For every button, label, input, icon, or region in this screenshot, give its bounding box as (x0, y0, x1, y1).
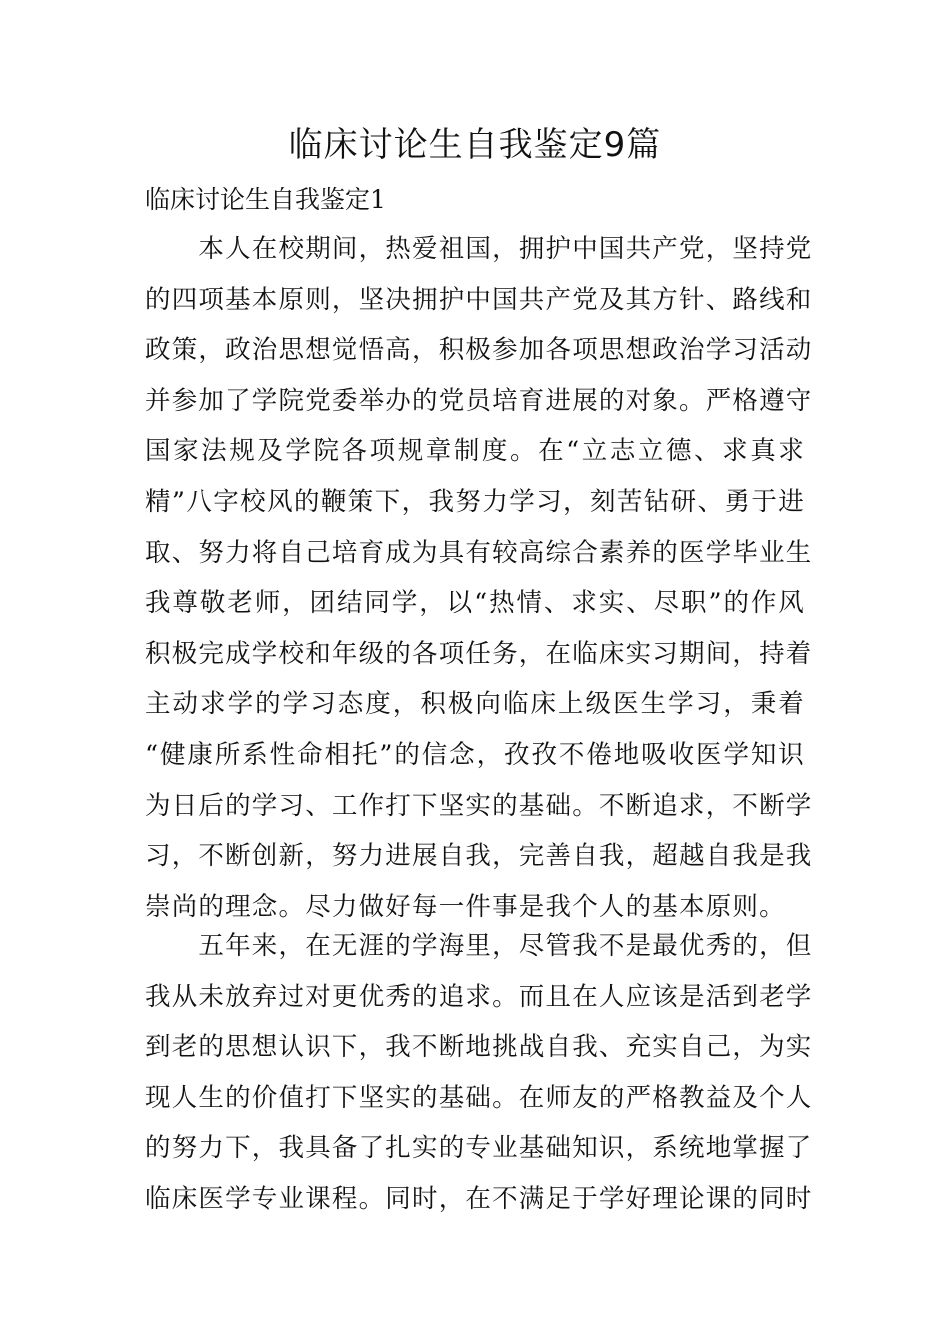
text-line: 精”八字校风的鞭策下，我努力学习，刻苦钻研、勇于进 (145, 486, 805, 517)
text-line: 我从未放弃过对更优秀的追求。而且在人应该是活到老学 (145, 981, 813, 1012)
paragraph-2 (145, 921, 813, 1225)
document-title: 临床讨论生自我鉴定9篇 (288, 125, 662, 165)
text-line: 并参加了学院党委举办的党员培育进展的对象。严格遵守 (145, 385, 813, 416)
paragraph-1 (145, 224, 813, 932)
text-line: 我尊敬老师，团结同学，以“热情、求实、尽职”的作风 (145, 588, 805, 619)
text-line: 政策，政治思想觉悟高，积极参加各项思想政治学习活动 (145, 335, 813, 366)
text-line: 五年来，在无涯的学海里，尽管我不是最优秀的，但 (145, 931, 813, 961)
text-line: 临床医学专业课程。同时，在不满足于学好理论课的同时 (145, 1183, 813, 1214)
text-line: 主动求学的学习态度，积极向临床上级医生学习，秉着 (145, 689, 805, 720)
text-line: “健康所系性命相托”的信念，孜孜不倦地吸收医学知识 (145, 739, 805, 770)
text-line: 国家法规及学院各项规章制度。在“立志立德、求真求 (145, 436, 805, 467)
text-line: 习，不断创新，努力进展自我，完善自我，超越自我是我 (145, 841, 813, 872)
text-line: 为日后的学习、工作打下坚实的基础。不断追求，不断学 (145, 790, 813, 821)
section-heading: 临床讨论生自我鉴定1 (145, 185, 386, 214)
text-line: 本人在校期间，热爱祖国，拥护中国共产党，坚持党 (145, 234, 813, 264)
text-line: 积极完成学校和年级的各项任务，在临床实习期间，持着 (145, 638, 813, 669)
text-line: 到老的思想认识下，我不断地挑战自我、充实自己，为实 (145, 1032, 813, 1063)
text-line: 的四项基本原则，坚决拥护中国共产党及其方针、路线和 (145, 284, 813, 315)
text-line: 崇尚的理念。尽力做好每一件事是我个人的基本原则。 (145, 891, 786, 922)
text-line: 现人生的价值打下坚实的基础。在师友的严格教益及个人 (145, 1082, 813, 1113)
text-line: 的努力下，我具备了扎实的专业基础知识，系统地掌握了 (145, 1133, 813, 1164)
text-line: 取、努力将自己培育成为具有较高综合素养的医学毕业生 (145, 537, 813, 568)
